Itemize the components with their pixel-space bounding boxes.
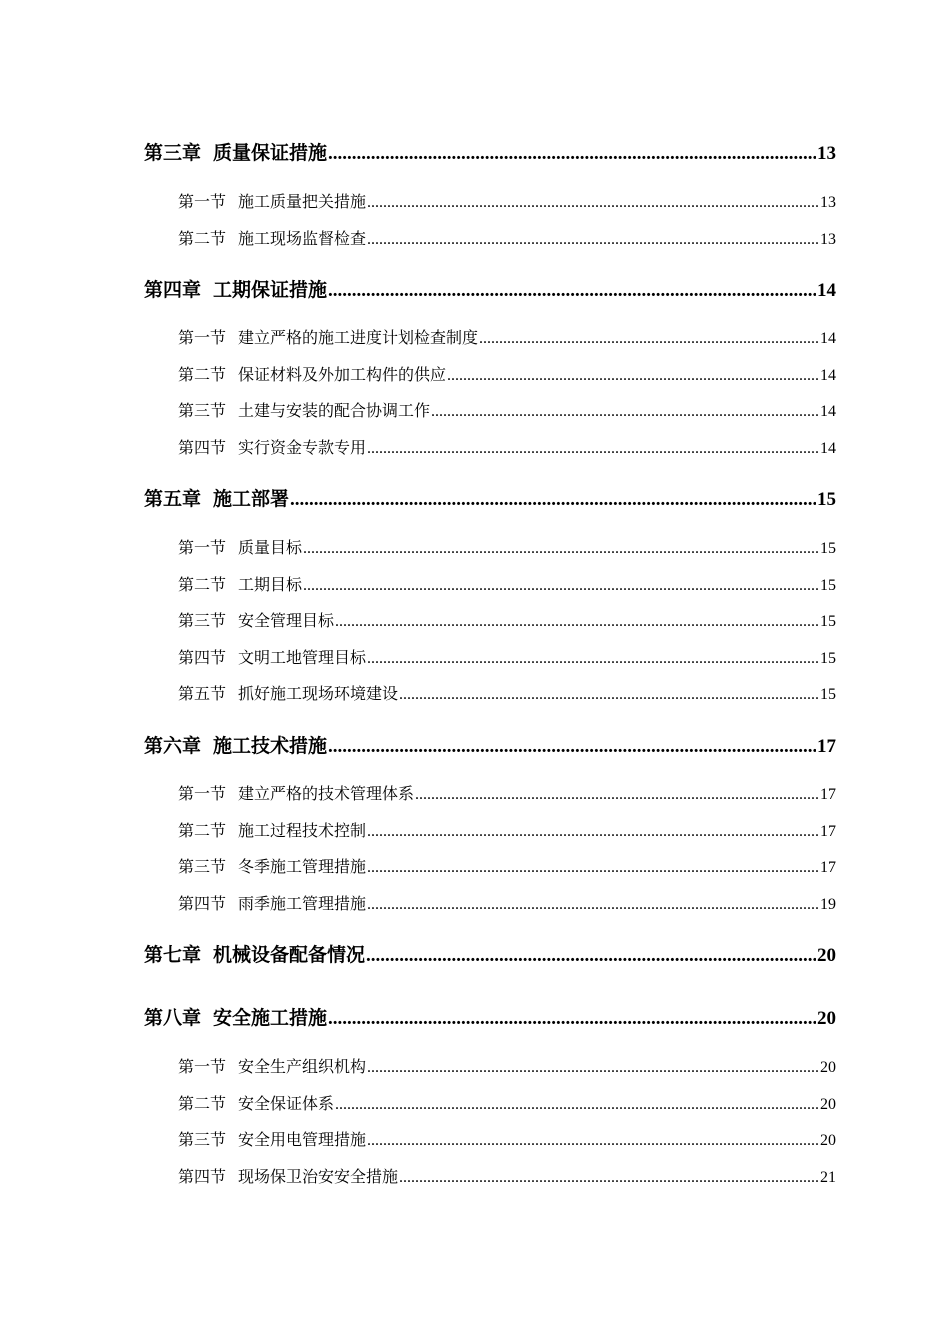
- section-number: 第一节: [178, 538, 227, 557]
- toc-chapter-entry[interactable]: [144, 940, 836, 967]
- section-title: 抓好施工现场环境建设: [238, 684, 399, 703]
- section-number: 第四节: [178, 648, 227, 667]
- dot-leader: [367, 440, 819, 458]
- chapter-number: 第五章: [144, 488, 202, 510]
- page-number: 15: [820, 613, 836, 630]
- chapter-title: 安全施工措施: [213, 1007, 328, 1029]
- toc-section-entry[interactable]: [178, 854, 836, 877]
- toc-section-entry[interactable]: [178, 818, 836, 841]
- page-number: 17: [820, 823, 836, 840]
- toc-section-entry[interactable]: [178, 781, 836, 804]
- section-title: 安全生产组织机构: [238, 1057, 367, 1076]
- toc-section-entry[interactable]: [178, 1091, 836, 1114]
- section-title: 实行资金专款专用: [238, 438, 367, 457]
- toc-section-entry[interactable]: [178, 891, 836, 914]
- dot-leader: [303, 540, 819, 558]
- toc-chapter-entry[interactable]: [144, 731, 836, 758]
- dot-leader: [335, 613, 819, 631]
- chapter-number: 第八章: [144, 1007, 202, 1029]
- page-number: 20: [817, 1008, 836, 1029]
- page-number: 13: [817, 143, 836, 164]
- toc-entry-label: [178, 398, 430, 421]
- dot-leader: [367, 823, 819, 841]
- toc-entry-label: [178, 572, 302, 595]
- page-number: 15: [820, 540, 836, 557]
- section-number: 第二节: [178, 229, 227, 248]
- toc-entry-label: [178, 1091, 334, 1114]
- chapter-number: 第六章: [144, 735, 202, 757]
- dot-leader: [367, 1132, 819, 1150]
- toc-entry-label: [144, 940, 365, 967]
- section-number: 第二节: [178, 365, 227, 384]
- toc-chapter-entry[interactable]: [144, 484, 836, 511]
- section-title: 安全管理目标: [238, 611, 335, 630]
- section-number: 第一节: [178, 784, 227, 803]
- chapter-number: 第四章: [144, 279, 202, 301]
- section-number: 第二节: [178, 575, 227, 594]
- dot-leader: [367, 896, 819, 914]
- page-number: 20: [820, 1096, 836, 1113]
- section-number: 第三节: [178, 1130, 227, 1149]
- toc-entry-label: [144, 138, 327, 165]
- toc-section-entry[interactable]: [178, 362, 836, 385]
- section-title: 安全用电管理措施: [238, 1130, 367, 1149]
- page-number: 15: [820, 686, 836, 703]
- dot-leader: [303, 577, 819, 595]
- dot-leader: [479, 330, 819, 348]
- section-number: 第四节: [178, 894, 227, 913]
- toc-section-entry[interactable]: [178, 645, 836, 668]
- toc-entry-label: [144, 731, 327, 758]
- toc-entry-label: [178, 645, 366, 668]
- toc-entry-label: [178, 818, 366, 841]
- dot-leader: [399, 1169, 819, 1187]
- chapter-title: 施工技术措施: [213, 735, 328, 757]
- section-number: 第一节: [178, 192, 227, 211]
- section-title: 雨季施工管理措施: [238, 894, 367, 913]
- dot-leader: [431, 403, 819, 421]
- section-number: 第四节: [178, 438, 227, 457]
- section-title: 土建与安装的配合协调工作: [238, 401, 431, 420]
- toc-section-entry[interactable]: [178, 226, 836, 249]
- section-title: 工期目标: [238, 575, 303, 594]
- section-number: 第三节: [178, 401, 227, 420]
- toc-chapter-entry[interactable]: [144, 138, 836, 165]
- page-number: 20: [820, 1059, 836, 1076]
- section-title: 保证材料及外加工构件的供应: [238, 365, 447, 384]
- toc-section-entry[interactable]: [178, 1127, 836, 1150]
- toc-entry-label: [178, 362, 446, 385]
- section-number: 第三节: [178, 611, 227, 630]
- toc-section-entry[interactable]: [178, 1164, 836, 1187]
- toc-entry-label: [178, 681, 398, 704]
- dot-leader: [367, 1059, 819, 1077]
- page-number: 20: [817, 945, 836, 966]
- toc-entry-label: [178, 854, 366, 877]
- section-number: 第二节: [178, 1094, 227, 1113]
- chapter-title: 质量保证措施: [213, 142, 328, 164]
- dot-leader: [328, 1008, 816, 1030]
- section-title: 安全保证体系: [238, 1094, 335, 1113]
- dot-leader: [366, 945, 816, 967]
- page-number: 13: [820, 231, 836, 248]
- toc-entry-label: [178, 891, 366, 914]
- chapter-number: 第三章: [144, 142, 202, 164]
- section-title: 施工过程技术控制: [238, 821, 367, 840]
- toc-entry-label: [178, 1127, 366, 1150]
- toc-entry-label: [144, 1003, 327, 1030]
- toc-chapter-entry[interactable]: [144, 275, 836, 302]
- section-number: 第一节: [178, 328, 227, 347]
- dot-leader: [415, 786, 819, 804]
- toc-entry-label: [178, 1054, 366, 1077]
- section-number: 第三节: [178, 857, 227, 876]
- page-number: 14: [820, 367, 836, 384]
- page-number: 21: [820, 1169, 836, 1186]
- section-title: 施工现场监督检查: [238, 229, 367, 248]
- page-number: 15: [820, 650, 836, 667]
- toc-section-entry[interactable]: [178, 535, 836, 558]
- dot-leader: [328, 280, 816, 302]
- section-number: 第五节: [178, 684, 227, 703]
- page-number: 14: [820, 440, 836, 457]
- toc-entry-label: [144, 275, 327, 302]
- dot-leader: [328, 143, 816, 165]
- toc-section-entry[interactable]: [178, 1054, 836, 1077]
- page-number: 14: [817, 280, 836, 301]
- toc-entry-label: [178, 189, 366, 212]
- page-number: 13: [820, 194, 836, 211]
- chapter-title: 工期保证措施: [213, 279, 328, 301]
- toc-entry-label: [178, 781, 414, 804]
- section-title: 文明工地管理目标: [238, 648, 367, 667]
- section-title: 建立严格的技术管理体系: [238, 784, 415, 803]
- toc-entry-label: [178, 435, 366, 458]
- toc-section-entry[interactable]: [178, 435, 836, 458]
- toc-chapter-entry[interactable]: [144, 1003, 836, 1030]
- toc-section-entry[interactable]: [178, 325, 836, 348]
- section-number: 第四节: [178, 1167, 227, 1186]
- toc-entry-label: [178, 608, 334, 631]
- dot-leader: [447, 367, 819, 385]
- dot-leader: [367, 859, 819, 877]
- page-number: 20: [820, 1132, 836, 1149]
- section-title: 现场保卫治安安全措施: [238, 1167, 399, 1186]
- page-number: 17: [817, 736, 836, 757]
- toc-entry-label: [178, 1164, 398, 1187]
- dot-leader: [328, 736, 816, 758]
- dot-leader: [290, 489, 816, 511]
- toc-entry-label: [144, 484, 289, 511]
- page-number: 17: [820, 859, 836, 876]
- dot-leader: [335, 1096, 819, 1114]
- page-number: 14: [820, 330, 836, 347]
- section-title: 质量目标: [238, 538, 303, 557]
- page-number: 15: [820, 577, 836, 594]
- toc-section-entry[interactable]: [178, 189, 836, 212]
- chapter-title: 施工部署: [213, 488, 290, 510]
- toc-entry-label: [178, 226, 366, 249]
- toc-section-entry[interactable]: [178, 681, 836, 704]
- dot-leader: [367, 194, 819, 212]
- chapter-title: 机械设备配备情况: [213, 944, 366, 966]
- toc-section-entry[interactable]: [178, 398, 836, 421]
- toc-section-entry[interactable]: [178, 572, 836, 595]
- section-number: 第二节: [178, 821, 227, 840]
- page-number: 17: [820, 786, 836, 803]
- toc-entry-label: [178, 535, 302, 558]
- page-number: 19: [820, 896, 836, 913]
- toc-section-entry[interactable]: [178, 608, 836, 631]
- page-number: 15: [817, 489, 836, 510]
- chapter-number: 第七章: [144, 944, 202, 966]
- dot-leader: [367, 650, 819, 668]
- section-number: 第一节: [178, 1057, 227, 1076]
- dot-leader: [399, 686, 819, 704]
- dot-leader: [367, 231, 819, 249]
- toc-entry-label: [178, 325, 478, 348]
- section-title: 冬季施工管理措施: [238, 857, 367, 876]
- section-title: 施工质量把关措施: [238, 192, 367, 211]
- page-number: 14: [820, 403, 836, 420]
- section-title: 建立严格的施工进度计划检查制度: [238, 328, 479, 347]
